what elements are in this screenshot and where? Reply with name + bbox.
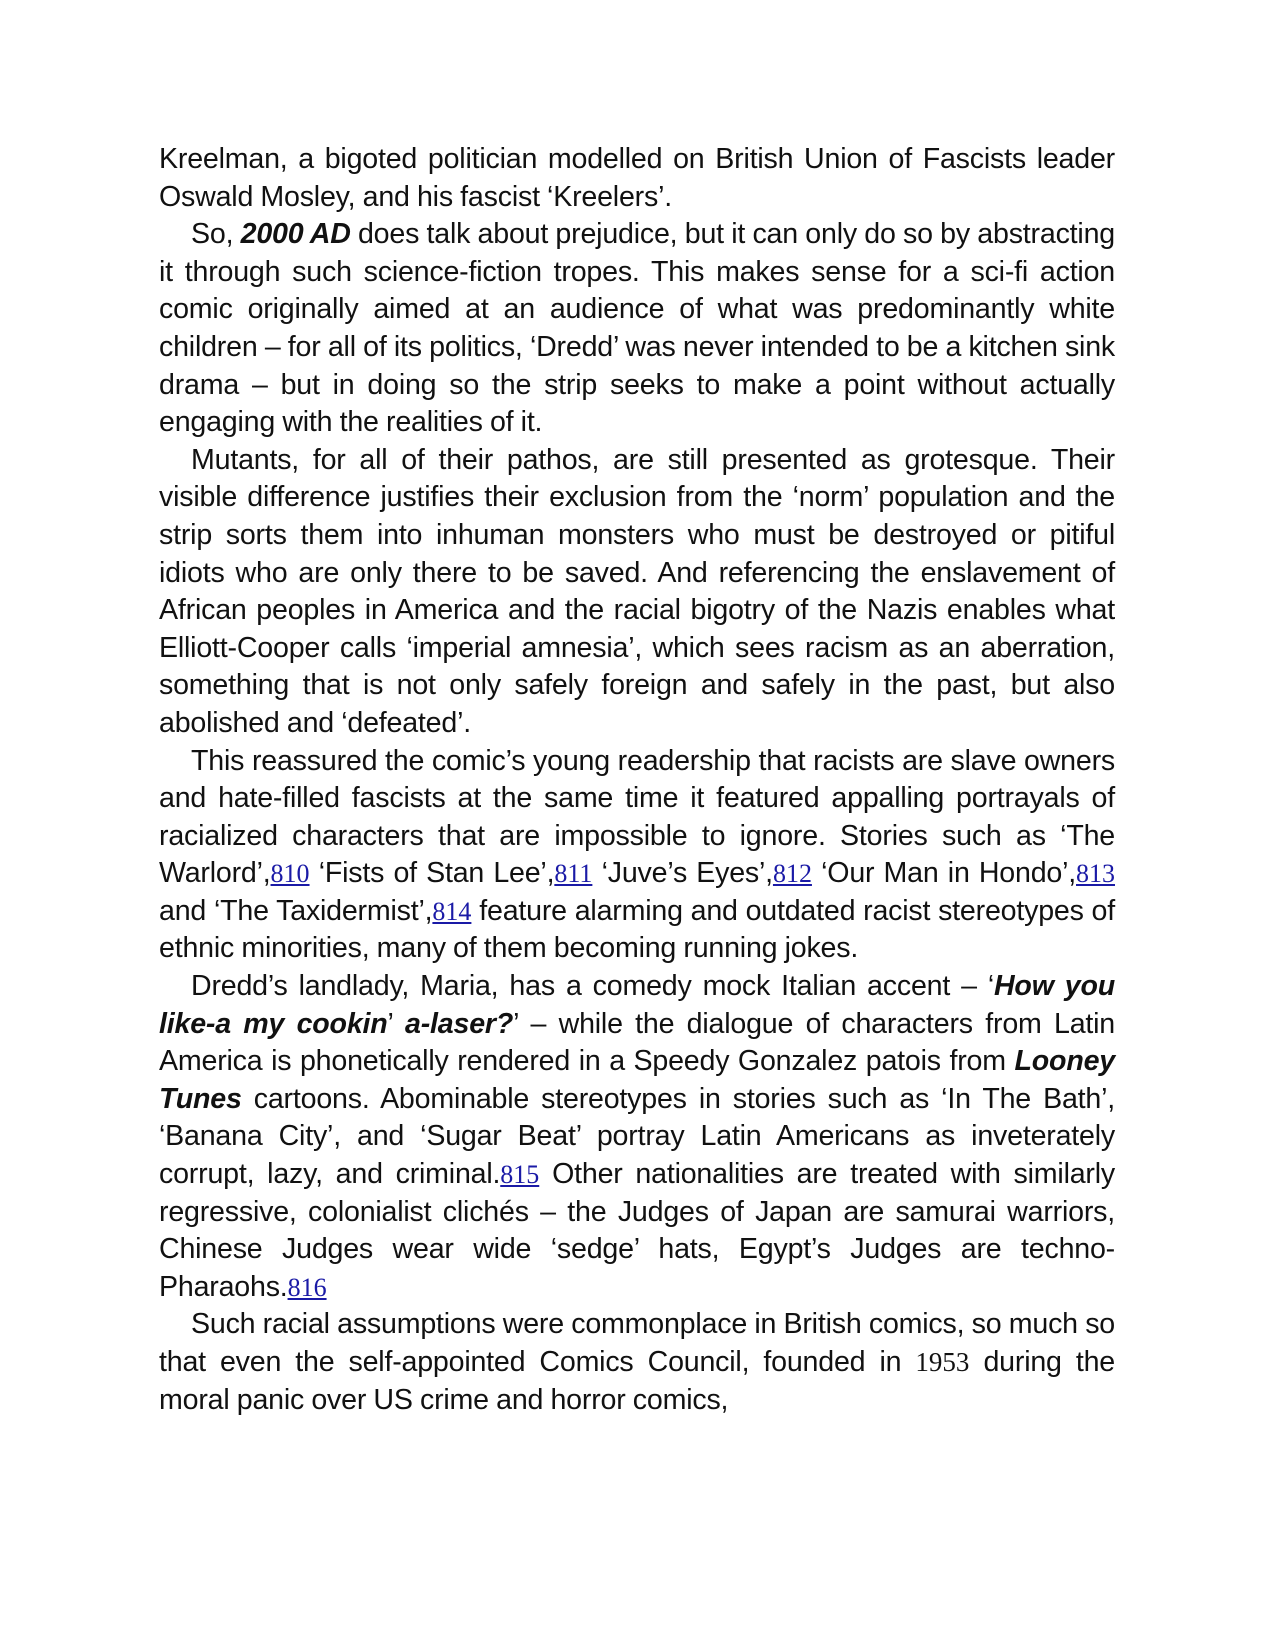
- footnote-link-812[interactable]: 812: [772, 859, 812, 889]
- paragraph-5-text-a: Dredd’s landlady, Maria, has a comedy mock Italian accent – ‘: [191, 970, 994, 1003]
- footnote-link-815[interactable]: 815: [500, 1160, 540, 1190]
- paragraph-4-text-e: and ‘The Taxidermist’,: [159, 894, 433, 927]
- paragraph-3-text: Mutants, for all of their pathos, are still presented as grotesque. Their visible difference justifies their exclusion from the ‘norm’ population and the strip sorts them into inhuman monsters who must be destroyed or pitiful idiots who are only there to be saved. And referencing the enslavement of African peoples in America and the racial bigotry of the Nazis enables what Elliott-Cooper calls ‘imperial amnesia’, which sees racism as an aberration, something that is not only safely foreign and safely in the past, but also abolished and ‘defeated’.: [159, 443, 1115, 739]
- paragraph-6: [159, 1306, 1115, 1419]
- paragraph-4-text-c: ‘Juve’s Eyes’,: [592, 857, 773, 890]
- footnote-link-816[interactable]: 816: [287, 1272, 327, 1302]
- title-looney-tunes: Looney Tunes: [159, 1045, 1115, 1115]
- paragraph-2-text-a: So,: [191, 218, 241, 251]
- paragraph-5-text-d: Other nationalities are treated with similarly regressive, colonialist clichés – the Judges of Japan are samurai warriors, Chinese Judges wear wide ‘sedge’ hats, Egypt’s Judges are techno-Pharaohs.: [159, 1158, 1115, 1303]
- paragraph-4: [159, 743, 1115, 969]
- paragraph-5-text-c: cartoons. Abominable stereotypes in stories such as ‘In The Bath’, ‘Banana City’, and ‘Sugar Beat’ portray Latin Americans as inveterately corrupt, lazy, and criminal.: [159, 1082, 1115, 1191]
- footnote-link-811[interactable]: 811: [554, 859, 593, 889]
- paragraph-6-text-a: Such racial assumptions were commonplace in British comics, so much so that even the self-appointed Comics Council, founded in: [159, 1308, 1115, 1378]
- footnote-link-814[interactable]: 814: [432, 896, 472, 926]
- paragraph-4-text-f: feature alarming and outdated racist stereotypes of ethnic minorities, many of them becoming running jokes.: [159, 894, 1115, 965]
- paragraph-4-text-b: ‘Fists of Stan Lee’,: [309, 857, 555, 890]
- paragraph-5-quote-mark: ’: [387, 1007, 406, 1040]
- paragraph-5-text-b: ’ – while the dialogue of characters from Latin America is phonetically rendered in a Speedy Gonzalez patois from: [159, 1007, 1116, 1078]
- paragraph-4-text-d: ‘Our Man in Hondo’,: [811, 857, 1076, 890]
- paragraph-2: [159, 216, 1115, 442]
- dialogue-quote-2: a-laser?: [405, 1007, 514, 1040]
- dialogue-quote-1: How you like-a my cookin: [159, 970, 1115, 1040]
- document-page: [159, 141, 1115, 1419]
- paragraph-5: [159, 968, 1115, 1306]
- paragraph-3: [159, 442, 1115, 743]
- paragraph-1: [159, 141, 1115, 216]
- paragraph-4-text-a: This reassured the comic’s young readership that racists are slave owners and hate-filled fascists at the same time it featured appalling portrayals of racialized characters that are impossible to ignore. Stories such as ‘The Warlord’,: [159, 744, 1115, 890]
- paragraph-1-text: Kreelman, a bigoted politician modelled on British Union of Fascists leader Oswald Mosley, and his fascist ‘Kreelers’.: [159, 143, 1115, 213]
- paragraph-6-text-b: during the moral panic over US crime and horror comics,: [159, 1346, 1115, 1416]
- footnote-link-813[interactable]: 813: [1076, 859, 1115, 889]
- paragraph-2-text-b: does talk about prejudice, but it can only do so by abstracting it through such science-fiction tropes. This makes sense for a sci-fi action comic originally aimed at an audience of what was predominantly white children – for all of its politics, ‘Dredd’ was never intended to be a kitchen sink drama – but in doing so the strip seeks to make a point without actually engaging with the realities of it.: [159, 218, 1115, 439]
- year-1953: 1953: [915, 1347, 970, 1377]
- title-2000-ad: 2000 AD: [240, 218, 351, 251]
- footnote-link-810[interactable]: 810: [270, 859, 310, 889]
